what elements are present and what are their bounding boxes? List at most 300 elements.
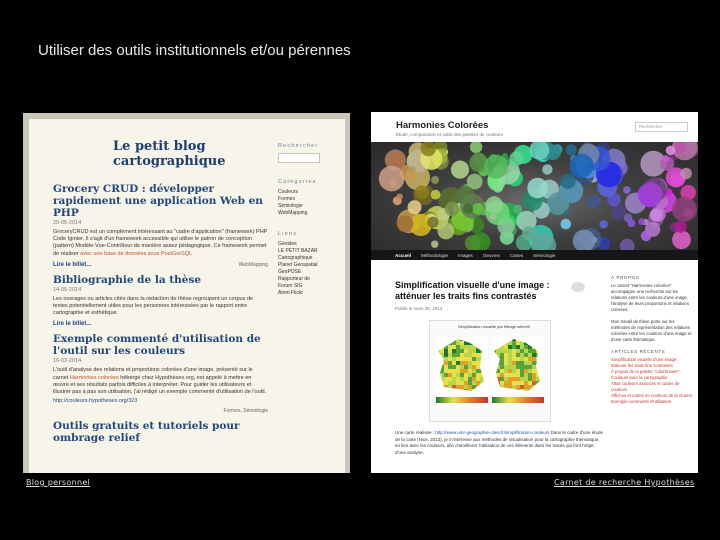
map-cell bbox=[508, 337, 512, 341]
about-heading: À PROPOS bbox=[611, 275, 640, 280]
map-cell bbox=[520, 369, 524, 373]
map-cell bbox=[532, 337, 536, 341]
map-cell bbox=[536, 369, 540, 373]
map-cell bbox=[496, 345, 500, 349]
map-cell bbox=[456, 377, 460, 381]
map-cell bbox=[460, 353, 464, 357]
map-cell bbox=[496, 353, 500, 357]
blog-screenshot bbox=[23, 113, 350, 473]
color-circle bbox=[680, 168, 692, 180]
post-category[interactable]: Formes, Sémiologie bbox=[223, 408, 268, 415]
color-circle bbox=[463, 204, 473, 214]
color-circle bbox=[527, 178, 548, 199]
map-cell bbox=[464, 373, 468, 377]
carnet-title[interactable]: Harmonies Colorées bbox=[396, 120, 489, 131]
body-link[interactable]: http://www.umr-geographie-cites.fr/simplification-couleurs bbox=[435, 430, 550, 435]
map-cell bbox=[452, 389, 456, 393]
map-cell bbox=[492, 389, 496, 393]
map-cell bbox=[456, 385, 460, 389]
map-cell bbox=[468, 341, 472, 345]
map-cell bbox=[456, 345, 460, 349]
map-cell bbox=[440, 349, 444, 353]
map-cell bbox=[528, 381, 532, 385]
map-cell bbox=[480, 341, 484, 345]
blogroll-link[interactable]: Géoides bbox=[278, 241, 297, 247]
map-cell bbox=[476, 373, 480, 377]
map-cell bbox=[436, 337, 440, 341]
map-cell bbox=[508, 385, 512, 389]
map-cell bbox=[452, 337, 456, 341]
nav-item-methodologie[interactable]: Méthodologie bbox=[421, 252, 449, 258]
map-cell bbox=[464, 389, 468, 393]
color-circle bbox=[408, 200, 422, 214]
map-cell bbox=[520, 377, 524, 381]
map-cell bbox=[436, 353, 440, 357]
map-cell bbox=[448, 337, 452, 341]
map-cell bbox=[520, 337, 524, 341]
nav-item-oeuvres[interactable]: Oeuvres bbox=[482, 252, 500, 258]
map-cell bbox=[440, 341, 444, 345]
map-cell bbox=[456, 353, 460, 357]
post-excerpt bbox=[53, 229, 268, 258]
map-cell bbox=[484, 373, 488, 377]
read-more-link[interactable]: Lire le billet... bbox=[53, 261, 92, 268]
map-cell bbox=[468, 377, 472, 381]
carnet-search-input[interactable]: Rechercher bbox=[635, 122, 688, 132]
map-after bbox=[492, 337, 544, 393]
post-footer bbox=[53, 262, 268, 268]
map-cell bbox=[540, 357, 544, 361]
map-cell bbox=[436, 369, 440, 373]
map-comparison-figure bbox=[429, 320, 551, 422]
color-circle bbox=[397, 215, 414, 232]
post-excerpt-text: hébergé chez Hypothèses.org, est appelé à mettre en œuvre et ses résultats parfois difficiles à interpréter. Pour guider les utilisateurs et illustrer pas à pas son utilisation, j'ai rédigé un exemple commenté d'utilisation de l'outil. bbox=[53, 374, 267, 396]
map-cell bbox=[516, 381, 520, 385]
map-cell bbox=[508, 389, 512, 393]
post-title[interactable]: Grocery CRUD : développer rapidement une application Web en PHP bbox=[53, 183, 263, 219]
map-cell bbox=[448, 341, 452, 345]
map-cell bbox=[464, 361, 468, 365]
color-circle bbox=[628, 219, 636, 227]
map-cell bbox=[512, 353, 516, 357]
map-cell bbox=[452, 373, 456, 377]
map-cell bbox=[464, 385, 468, 389]
map-cell bbox=[440, 345, 444, 349]
map-cell bbox=[484, 389, 488, 393]
blog-post bbox=[53, 420, 268, 444]
map-cell bbox=[528, 385, 532, 389]
map-cell bbox=[540, 349, 544, 353]
map-cell bbox=[500, 349, 504, 353]
map-cell bbox=[464, 377, 468, 381]
map-cell bbox=[528, 341, 532, 345]
post-url-link[interactable]: http://couleurs.hypotheses.org/323 bbox=[53, 398, 138, 405]
map-cell bbox=[480, 345, 484, 349]
map-cell bbox=[444, 349, 448, 353]
map-cell bbox=[508, 353, 512, 357]
map-cell bbox=[520, 365, 524, 369]
map-cell bbox=[436, 373, 440, 377]
color-circle bbox=[542, 164, 552, 174]
map-cell bbox=[528, 389, 532, 393]
recent-posts-heading: ARTICLES RÉCENTS bbox=[611, 349, 666, 354]
map-cell bbox=[500, 389, 504, 393]
caption-research-notebook[interactable]: Carnet de recherche Hypothèses bbox=[554, 478, 695, 487]
map-cell bbox=[476, 365, 480, 369]
map-cell bbox=[468, 373, 472, 377]
color-circle bbox=[662, 155, 669, 162]
map-cell bbox=[480, 369, 484, 373]
map-cell bbox=[520, 341, 524, 345]
color-circle bbox=[431, 176, 439, 184]
nav-item-accueil[interactable]: Accueil bbox=[395, 252, 412, 258]
map-cell bbox=[512, 345, 516, 349]
map-cell bbox=[444, 341, 448, 345]
category-link[interactable]: Formes bbox=[278, 196, 295, 202]
map-cell bbox=[504, 349, 508, 353]
map-cell bbox=[460, 373, 464, 377]
map-cell bbox=[476, 385, 480, 389]
map-cell bbox=[508, 381, 512, 385]
blog-post bbox=[53, 333, 268, 414]
map-cell bbox=[508, 341, 512, 345]
blogroll-link[interactable]: Rapporteur de bbox=[278, 276, 310, 282]
post-footer bbox=[53, 408, 268, 414]
map-cell bbox=[492, 365, 496, 369]
map-cell bbox=[452, 365, 456, 369]
map-cell bbox=[456, 357, 460, 361]
map-cell bbox=[464, 345, 468, 349]
map-cell bbox=[484, 357, 488, 361]
figure-title: Simplification visuelle par filtrage sélectif bbox=[458, 324, 530, 329]
map-cell bbox=[524, 349, 528, 353]
map-cell bbox=[460, 369, 464, 373]
map-cell bbox=[508, 345, 512, 349]
map-cell bbox=[492, 357, 496, 361]
map-cell bbox=[452, 345, 456, 349]
color-circle bbox=[587, 195, 600, 208]
map-cell bbox=[452, 349, 456, 353]
color-circle bbox=[650, 209, 663, 222]
map-cell bbox=[516, 385, 520, 389]
color-circle bbox=[472, 203, 484, 215]
map-cell bbox=[472, 369, 476, 373]
map-cell bbox=[456, 373, 460, 377]
map-cell bbox=[492, 341, 496, 345]
color-circle bbox=[675, 221, 687, 233]
map-cell bbox=[508, 361, 512, 365]
map-cell bbox=[520, 389, 524, 393]
map-cell bbox=[436, 341, 440, 345]
map-cell bbox=[448, 369, 452, 373]
map-cell bbox=[464, 365, 468, 369]
map-cell bbox=[436, 381, 440, 385]
map-cell bbox=[496, 377, 500, 381]
post-excerpt-highlight[interactable]: Harmonies colorées bbox=[69, 374, 119, 381]
read-more-link[interactable]: Lire le billet... bbox=[53, 321, 92, 328]
map-cell bbox=[468, 385, 472, 389]
map-cell bbox=[500, 365, 504, 369]
map-cell bbox=[524, 373, 528, 377]
recent-post-link[interactable]: Atlas couleurs associés et cartes de couleurs bbox=[611, 381, 680, 392]
map-cell bbox=[492, 385, 496, 389]
slide-title: Utiliser des outils institutionnels et/ou pérennes bbox=[38, 42, 351, 59]
search-input[interactable] bbox=[278, 153, 320, 163]
map-cell bbox=[504, 389, 508, 393]
map-cell bbox=[444, 369, 448, 373]
map-cell bbox=[516, 365, 520, 369]
map-cell bbox=[472, 341, 476, 345]
map-cell bbox=[536, 389, 540, 393]
map-cell bbox=[484, 377, 488, 381]
map-cell bbox=[452, 341, 456, 345]
map-cell bbox=[476, 381, 480, 385]
map-cell bbox=[472, 377, 476, 381]
map-cell bbox=[440, 389, 444, 393]
map-cell bbox=[468, 337, 472, 341]
nav-item-cartes[interactable]: Cartes bbox=[509, 252, 524, 258]
map-cell bbox=[444, 345, 448, 349]
map-cell bbox=[516, 353, 520, 357]
map-cell bbox=[532, 365, 536, 369]
map-cell bbox=[504, 381, 508, 385]
map-cell bbox=[480, 353, 484, 357]
blogroll-link[interactable]: Planet Geospatial bbox=[278, 262, 318, 268]
map-cell bbox=[456, 337, 460, 341]
map-cell bbox=[496, 385, 500, 389]
map-cell bbox=[528, 377, 532, 381]
nav-item-images[interactable]: Images bbox=[458, 252, 473, 258]
map-cell bbox=[540, 341, 544, 345]
map-cell bbox=[524, 357, 528, 361]
map-cell bbox=[464, 341, 468, 345]
map-cell bbox=[460, 349, 464, 353]
map-cell bbox=[448, 373, 452, 377]
map-cell bbox=[496, 373, 500, 377]
map-cell bbox=[520, 385, 524, 389]
map-cell bbox=[524, 337, 528, 341]
map-cell bbox=[540, 353, 544, 357]
map-cell bbox=[460, 337, 464, 341]
map-cell bbox=[476, 349, 480, 353]
map-cell bbox=[484, 381, 488, 385]
map-cell bbox=[468, 365, 472, 369]
map-legend bbox=[492, 397, 544, 403]
carnet-nav-bar bbox=[371, 250, 698, 260]
map-cell bbox=[524, 381, 528, 385]
map-cell bbox=[492, 377, 496, 381]
map-cell bbox=[500, 337, 504, 341]
map-cell bbox=[440, 361, 444, 365]
map-cell bbox=[472, 385, 476, 389]
color-circle bbox=[451, 161, 469, 179]
map-cell bbox=[476, 337, 480, 341]
map-cell bbox=[536, 357, 540, 361]
color-circle bbox=[513, 205, 522, 214]
map-cell bbox=[484, 337, 488, 341]
france-map-image bbox=[492, 337, 544, 393]
comment-bubble-icon[interactable] bbox=[571, 282, 585, 292]
map-cell bbox=[524, 365, 528, 369]
map-cell bbox=[456, 349, 460, 353]
nav-item-semiologie[interactable]: Sémiologie bbox=[533, 252, 556, 258]
map-cell bbox=[496, 341, 500, 345]
post-title[interactable]: Outils gratuits et tutoriels pour ombrage relief bbox=[53, 420, 240, 445]
color-circle bbox=[561, 219, 572, 230]
map-cell bbox=[480, 385, 484, 389]
color-circle bbox=[666, 146, 676, 156]
blogroll-link[interactable]: GeoPOSE bbox=[278, 269, 302, 275]
recent-post-link[interactable]: Simplification visuelle d'une image : atténuer les traits fins contrastés bbox=[611, 357, 679, 368]
map-cell bbox=[520, 373, 524, 377]
map-cell bbox=[464, 381, 468, 385]
color-circle bbox=[431, 190, 441, 200]
color-circle bbox=[484, 155, 508, 179]
caption-personal-blog[interactable]: Blog personnel bbox=[26, 478, 91, 487]
about-text: Le carnet "Harmonies colorées" accompagne une recherche sur les relations entre les couleurs d'une image, l'analyse de leurs proportions et relations colorées. bbox=[611, 283, 689, 312]
map-cell bbox=[532, 373, 536, 377]
map-cell bbox=[512, 381, 516, 385]
map-cell bbox=[484, 341, 488, 345]
map-cell bbox=[524, 345, 528, 349]
map-cell bbox=[472, 349, 476, 353]
map-cell bbox=[532, 377, 536, 381]
map-cell bbox=[532, 357, 536, 361]
map-cell bbox=[512, 373, 516, 377]
categories-heading: Catégories bbox=[278, 179, 317, 185]
recent-post-link[interactable]: Exemple commenté d'utilisation bbox=[611, 399, 672, 404]
map-cell bbox=[536, 373, 540, 377]
post-excerpt: Les ouvrages ou articles cités dans la rédaction de thèse regroupent un corpus de textes potentiellement utiles pour les personnes intéressées par le rapport entre cartographie et esthétique. bbox=[53, 295, 253, 317]
map-cell bbox=[440, 385, 444, 389]
map-cell bbox=[492, 349, 496, 353]
blogroll-link[interactable]: LE PETIT BAZAR bbox=[278, 248, 318, 254]
color-circle bbox=[561, 174, 576, 189]
blogroll-link[interactable]: Atom Flickr bbox=[278, 290, 303, 296]
map-cell bbox=[504, 365, 508, 369]
map-cell bbox=[476, 369, 480, 373]
map-cell bbox=[436, 349, 440, 353]
map-cell bbox=[516, 337, 520, 341]
map-cell bbox=[444, 377, 448, 381]
map-cell bbox=[440, 373, 444, 377]
map-cell bbox=[524, 377, 528, 381]
category-link[interactable]: WebMapping bbox=[278, 210, 308, 216]
color-circle bbox=[641, 231, 652, 242]
map-cell bbox=[540, 337, 544, 341]
map-cell bbox=[468, 361, 472, 365]
map-cell bbox=[436, 385, 440, 389]
map-cell bbox=[536, 385, 540, 389]
color-circle bbox=[379, 166, 405, 192]
blog-post bbox=[53, 183, 268, 268]
map-cell bbox=[448, 361, 452, 365]
color-circle bbox=[675, 142, 686, 153]
map-cell bbox=[520, 353, 524, 357]
post-date: 14-05-2014 bbox=[53, 286, 82, 293]
map-cell bbox=[496, 381, 500, 385]
post-footer bbox=[53, 321, 268, 327]
color-circle bbox=[570, 154, 594, 178]
map-cell bbox=[504, 373, 508, 377]
map-cell bbox=[484, 365, 488, 369]
map-cell bbox=[448, 345, 452, 349]
map-cell bbox=[524, 389, 528, 393]
map-cell bbox=[444, 357, 448, 361]
map-cell bbox=[536, 337, 540, 341]
map-cell bbox=[464, 337, 468, 341]
map-cell bbox=[504, 357, 508, 361]
recent-post-link[interactable]: À propos de la palette "colorbrewer" : Couleurs pour la cartographie bbox=[611, 369, 682, 380]
map-cell bbox=[440, 357, 444, 361]
category-link[interactable]: Couleurs bbox=[278, 189, 299, 195]
map-cell bbox=[540, 381, 544, 385]
map-cell bbox=[460, 341, 464, 345]
map-cell bbox=[520, 345, 524, 349]
map-cell bbox=[452, 385, 456, 389]
map-cell bbox=[516, 377, 520, 381]
map-cell bbox=[436, 377, 440, 381]
color-circle bbox=[509, 151, 524, 166]
carnet-screenshot bbox=[371, 112, 698, 473]
map-cell bbox=[528, 373, 532, 377]
blog-title[interactable]: Le petit blog cartographique bbox=[113, 139, 226, 169]
map-cell bbox=[524, 341, 528, 345]
map-cell bbox=[460, 361, 464, 365]
map-cell bbox=[448, 349, 452, 353]
recent-post-link[interactable]: Affiches et cartes en couleurs de la Guerre bbox=[611, 393, 693, 398]
post-title[interactable]: Bibliographie de la thèse bbox=[53, 273, 202, 286]
color-circle bbox=[564, 210, 570, 216]
color-circle bbox=[490, 213, 497, 220]
map-cell bbox=[500, 341, 504, 345]
map-cell bbox=[532, 381, 536, 385]
map-cell bbox=[508, 373, 512, 377]
map-cell bbox=[508, 369, 512, 373]
map-cell bbox=[484, 369, 488, 373]
map-cell bbox=[528, 345, 532, 349]
blogroll-link[interactable]: Cartographique bbox=[278, 255, 313, 261]
map-cell bbox=[504, 341, 508, 345]
category-link[interactable]: Sémiologie bbox=[278, 203, 303, 209]
blog-page bbox=[29, 119, 345, 473]
map-cell bbox=[480, 361, 484, 365]
map-cell bbox=[484, 361, 488, 365]
post-category[interactable]: WebMapping bbox=[238, 261, 268, 268]
map-cell bbox=[512, 365, 516, 369]
map-cell bbox=[540, 365, 544, 369]
map-cell bbox=[532, 369, 536, 373]
map-cell bbox=[452, 357, 456, 361]
post-title[interactable]: Exemple commenté d'utilisation de l'outil sur les couleurs bbox=[53, 333, 261, 358]
carnet-sidebar bbox=[611, 272, 693, 405]
map-cell bbox=[504, 377, 508, 381]
map-cell bbox=[456, 341, 460, 345]
map-cell bbox=[452, 353, 456, 357]
carnet-post-title[interactable]: Simplification visuelle d'une image : atténuer les traits fins contrastés bbox=[395, 280, 550, 301]
map-cell bbox=[456, 361, 460, 365]
map-cell bbox=[492, 381, 496, 385]
map-cell bbox=[448, 365, 452, 369]
map-cell bbox=[444, 353, 448, 357]
blogroll-link[interactable]: Forum SIG bbox=[278, 283, 303, 289]
map-cell bbox=[516, 369, 520, 373]
map-cell bbox=[440, 381, 444, 385]
map-cell bbox=[536, 365, 540, 369]
color-circle bbox=[427, 217, 438, 228]
map-cell bbox=[452, 381, 456, 385]
map-cell bbox=[448, 381, 452, 385]
